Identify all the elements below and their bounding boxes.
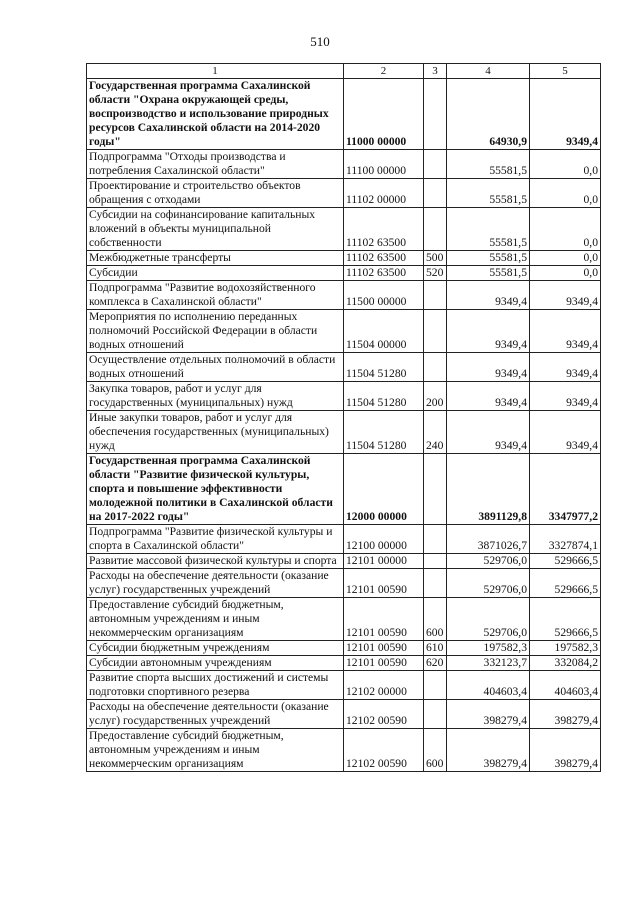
row-name: Межбюджетные трансферты bbox=[87, 251, 344, 266]
row-amount-2: 9349,4 bbox=[530, 411, 601, 454]
budget-table bbox=[86, 63, 601, 772]
row-name: Государственная программа Сахалинской области "Развитие физической культуры, спорта и повышение эффективности молодежной политики в Сахалинской области на 2017-2022 годы" bbox=[87, 454, 344, 525]
row-amount-2: 3347977,2 bbox=[530, 454, 601, 525]
row-amount-1: 64930,9 bbox=[447, 79, 530, 150]
table-row bbox=[87, 266, 601, 281]
row-code: 12101 00590 bbox=[344, 656, 424, 671]
row-expense-type: 620 bbox=[424, 656, 447, 671]
row-expense-type: 240 bbox=[424, 411, 447, 454]
row-expense-type: 600 bbox=[424, 598, 447, 641]
row-amount-1: 332123,7 bbox=[447, 656, 530, 671]
page-number: 510 bbox=[310, 34, 330, 49]
row-code: 12101 00590 bbox=[344, 569, 424, 598]
row-amount-2: 0,0 bbox=[530, 179, 601, 208]
column-header-amount-1: 4 bbox=[447, 64, 530, 79]
row-code: 11504 51280 bbox=[344, 411, 424, 454]
row-code: 11100 00000 bbox=[344, 150, 424, 179]
row-amount-1: 9349,4 bbox=[447, 382, 530, 411]
row-amount-1: 55581,5 bbox=[447, 150, 530, 179]
row-amount-2: 197582,3 bbox=[530, 641, 601, 656]
table-row bbox=[87, 179, 601, 208]
row-code: 12101 00590 bbox=[344, 641, 424, 656]
row-expense-type bbox=[424, 525, 447, 554]
row-name: Предоставление субсидий бюджетным, автономным учреждениям и иным некоммерческим организациям bbox=[87, 598, 344, 641]
row-amount-2: 0,0 bbox=[530, 251, 601, 266]
table-header-row bbox=[87, 64, 601, 79]
row-amount-2: 404603,4 bbox=[530, 671, 601, 700]
row-expense-type: 610 bbox=[424, 641, 447, 656]
row-name: Проектирование и строительство объектов обращения с отходами bbox=[87, 179, 344, 208]
row-code: 12102 00590 bbox=[344, 700, 424, 729]
table-row bbox=[87, 656, 601, 671]
table-row bbox=[87, 671, 601, 700]
table-row bbox=[87, 454, 601, 525]
row-code: 11504 51280 bbox=[344, 353, 424, 382]
row-amount-1: 398279,4 bbox=[447, 729, 530, 772]
row-amount-2: 9349,4 bbox=[530, 79, 601, 150]
row-amount-1: 197582,3 bbox=[447, 641, 530, 656]
row-expense-type bbox=[424, 179, 447, 208]
table-row bbox=[87, 353, 601, 382]
table-row bbox=[87, 251, 601, 266]
table-body bbox=[87, 79, 601, 772]
column-header-code: 2 bbox=[344, 64, 424, 79]
row-code: 12000 00000 bbox=[344, 454, 424, 525]
row-name: Мероприятия по исполнению переданных полномочий Российской Федерации в области водных отношений bbox=[87, 310, 344, 353]
row-name: Государственная программа Сахалинской области "Охрана окружающей среды, воспроизводство и использование природных ресурсов Сахалинской области на 2014-2020 годы" bbox=[87, 79, 344, 150]
table-row bbox=[87, 281, 601, 310]
row-expense-type: 500 bbox=[424, 251, 447, 266]
row-amount-1: 55581,5 bbox=[447, 266, 530, 281]
row-expense-type: 200 bbox=[424, 382, 447, 411]
row-amount-2: 9349,4 bbox=[530, 281, 601, 310]
row-expense-type bbox=[424, 454, 447, 525]
row-expense-type bbox=[424, 208, 447, 251]
row-amount-1: 9349,4 bbox=[447, 353, 530, 382]
row-name: Субсидии автономным учреждениям bbox=[87, 656, 344, 671]
row-name: Закупка товаров, работ и услуг для государственных (муниципальных) нужд bbox=[87, 382, 344, 411]
row-code: 12101 00590 bbox=[344, 598, 424, 641]
row-expense-type bbox=[424, 569, 447, 598]
row-expense-type: 520 bbox=[424, 266, 447, 281]
row-amount-2: 529666,5 bbox=[530, 554, 601, 569]
row-amount-2: 529666,5 bbox=[530, 569, 601, 598]
row-expense-type bbox=[424, 554, 447, 569]
row-code: 12102 00590 bbox=[344, 729, 424, 772]
row-code: 11000 00000 bbox=[344, 79, 424, 150]
row-amount-2: 0,0 bbox=[530, 150, 601, 179]
row-code: 11102 63500 bbox=[344, 251, 424, 266]
row-amount-2: 529666,5 bbox=[530, 598, 601, 641]
row-code: 11504 51280 bbox=[344, 382, 424, 411]
row-name: Расходы на обеспечение деятельности (оказание услуг) государственных учреждений bbox=[87, 700, 344, 729]
row-name: Подпрограмма "Развитие водохозяйственного комплекса в Сахалинской области" bbox=[87, 281, 344, 310]
table-row bbox=[87, 525, 601, 554]
row-name: Иные закупки товаров, работ и услуг для обеспечения государственных (муниципальных) нужд bbox=[87, 411, 344, 454]
row-name: Подпрограмма "Отходы производства и потребления Сахалинской области" bbox=[87, 150, 344, 179]
table-row bbox=[87, 598, 601, 641]
table-row bbox=[87, 208, 601, 251]
row-name: Субсидии бюджетным учреждениям bbox=[87, 641, 344, 656]
row-code: 11102 63500 bbox=[344, 266, 424, 281]
row-amount-1: 55581,5 bbox=[447, 251, 530, 266]
row-name: Осуществление отдельных полномочий в области водных отношений bbox=[87, 353, 344, 382]
row-code: 11500 00000 bbox=[344, 281, 424, 310]
row-code: 11102 63500 bbox=[344, 208, 424, 251]
row-amount-2: 9349,4 bbox=[530, 353, 601, 382]
row-amount-1: 9349,4 bbox=[447, 411, 530, 454]
row-name: Развитие спорта высших достижений и системы подготовки спортивного резерва bbox=[87, 671, 344, 700]
row-code: 12100 00000 bbox=[344, 525, 424, 554]
row-amount-1: 398279,4 bbox=[447, 700, 530, 729]
row-code: 12102 00000 bbox=[344, 671, 424, 700]
table-row bbox=[87, 310, 601, 353]
row-amount-2: 398279,4 bbox=[530, 700, 601, 729]
row-name: Предоставление субсидий бюджетным, автономным учреждениям и иным некоммерческим организациям bbox=[87, 729, 344, 772]
table-row bbox=[87, 150, 601, 179]
row-amount-1: 3871026,7 bbox=[447, 525, 530, 554]
row-expense-type bbox=[424, 700, 447, 729]
row-name: Субсидии на софинансирование капитальных вложений в объекты муниципальной собственности bbox=[87, 208, 344, 251]
table-row bbox=[87, 382, 601, 411]
table-row bbox=[87, 79, 601, 150]
row-amount-1: 55581,5 bbox=[447, 179, 530, 208]
row-amount-2: 398279,4 bbox=[530, 729, 601, 772]
row-code: 12101 00000 bbox=[344, 554, 424, 569]
row-amount-1: 9349,4 bbox=[447, 310, 530, 353]
column-header-name: 1 bbox=[87, 64, 344, 79]
row-name: Расходы на обеспечение деятельности (оказание услуг) государственных учреждений bbox=[87, 569, 344, 598]
table-row bbox=[87, 411, 601, 454]
row-expense-type bbox=[424, 150, 447, 179]
row-amount-1: 529706,0 bbox=[447, 554, 530, 569]
row-amount-1: 9349,4 bbox=[447, 281, 530, 310]
row-expense-type bbox=[424, 671, 447, 700]
row-amount-1: 3891129,8 bbox=[447, 454, 530, 525]
column-header-expense-type: 3 bbox=[424, 64, 447, 79]
row-expense-type bbox=[424, 353, 447, 382]
row-amount-1: 404603,4 bbox=[447, 671, 530, 700]
row-expense-type bbox=[424, 281, 447, 310]
row-amount-2: 9349,4 bbox=[530, 382, 601, 411]
row-code: 11504 00000 bbox=[344, 310, 424, 353]
table-row bbox=[87, 569, 601, 598]
row-amount-2: 332084,2 bbox=[530, 656, 601, 671]
row-amount-2: 0,0 bbox=[530, 266, 601, 281]
row-expense-type bbox=[424, 79, 447, 150]
row-expense-type: 600 bbox=[424, 729, 447, 772]
row-amount-2: 3327874,1 bbox=[530, 525, 601, 554]
row-code: 11102 00000 bbox=[344, 179, 424, 208]
row-expense-type bbox=[424, 310, 447, 353]
row-amount-1: 55581,5 bbox=[447, 208, 530, 251]
row-amount-2: 9349,4 bbox=[530, 310, 601, 353]
row-amount-1: 529706,0 bbox=[447, 598, 530, 641]
row-name: Подпрограмма "Развитие физической культуры и спорта в Сахалинской области" bbox=[87, 525, 344, 554]
table-row bbox=[87, 641, 601, 656]
column-header-amount-2: 5 bbox=[530, 64, 601, 79]
row-amount-1: 529706,0 bbox=[447, 569, 530, 598]
row-name: Субсидии bbox=[87, 266, 344, 281]
table-row bbox=[87, 554, 601, 569]
table-row bbox=[87, 729, 601, 772]
table-row bbox=[87, 700, 601, 729]
row-amount-2: 0,0 bbox=[530, 208, 601, 251]
row-name: Развитие массовой физической культуры и спорта bbox=[87, 554, 344, 569]
